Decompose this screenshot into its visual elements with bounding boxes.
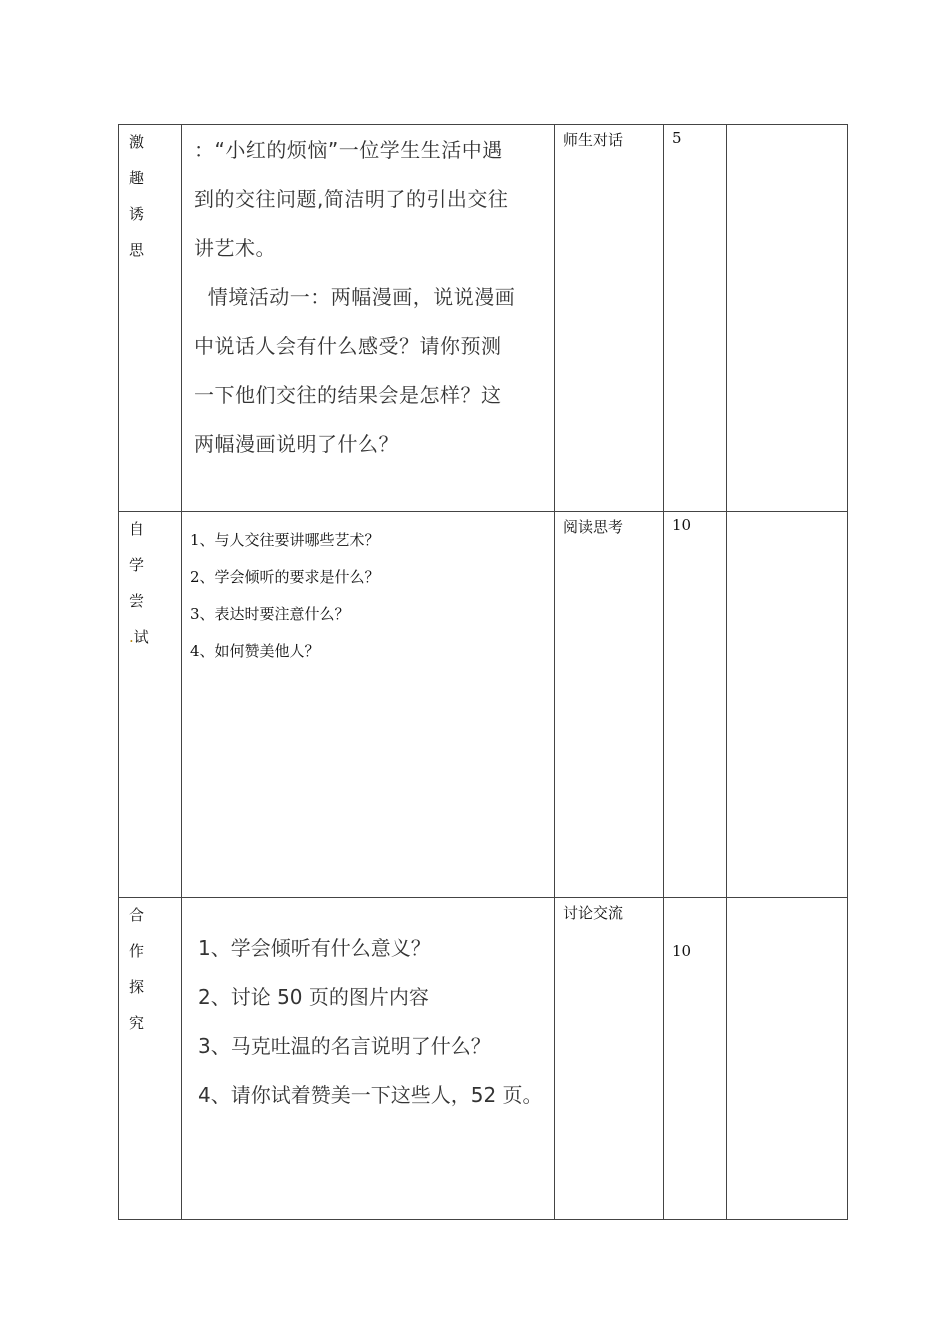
time-cell: [664, 125, 727, 512]
content-line: 一下他们交往的结果会是怎样？这: [194, 383, 502, 407]
stage-cell: [119, 125, 182, 512]
lesson-plan-table: [118, 124, 848, 1220]
self-study-questions: [182, 512, 554, 676]
table-row: [119, 512, 848, 898]
list-item: 4、请你试着赞美一下这些人，52 页。: [198, 1083, 543, 1107]
list-item: 1、学会倾听有什么意义？: [198, 936, 431, 960]
notes-cell: [727, 125, 848, 512]
notes-cell: [727, 512, 848, 898]
method-label: 阅读思考: [563, 518, 624, 536]
stage-label: 自 学 尝 .试: [129, 520, 149, 646]
list-item: 3、表达时要注意什么？: [190, 605, 350, 623]
method-cell: [555, 125, 664, 512]
method-label: 师生对话: [563, 131, 624, 149]
content-cell: [182, 512, 555, 898]
content-line: 到的交往问题,简洁明了的引出交往: [194, 187, 509, 211]
content-line: 中说话人会有什么感受？请你预测: [194, 334, 502, 358]
stage-label: 激 趣 诱 思: [129, 133, 145, 259]
method-cell: [555, 512, 664, 898]
time-value: 10: [672, 942, 692, 960]
method-cell: [555, 898, 664, 1220]
content-cell: [182, 125, 555, 512]
content-line: 情境活动一：两幅漫画，说说漫画: [194, 285, 516, 309]
list-item: 2、学会倾听的要求是什么？: [190, 568, 380, 586]
list-item: 2、讨论 50 页的图片内容: [198, 985, 429, 1009]
time-cell: [664, 898, 727, 1220]
content-line: 两幅漫画说明了什么？: [194, 432, 399, 456]
list-item: 1、与人交往要讲哪些艺术？: [190, 531, 380, 549]
method-label: 讨论交流: [563, 904, 624, 922]
stage-dot: .: [129, 628, 134, 646]
stage-label: 合 作 探 究: [129, 906, 145, 1032]
time-value: 5: [672, 129, 682, 147]
list-item: 3、马克吐温的名言说明了什么？: [198, 1034, 491, 1058]
stage-cell: [119, 512, 182, 898]
table-row: [119, 898, 848, 1220]
table-row: [119, 125, 848, 512]
list-item: 4、如何赞美他人？: [190, 642, 320, 660]
content-cell: [182, 898, 555, 1220]
intro-content: [182, 125, 554, 469]
content-line: ：“小红的烦恼”一位学生生活中遇: [194, 138, 503, 162]
stage-cell: [119, 898, 182, 1220]
content-line: 讲艺术。: [194, 236, 276, 260]
time-cell: [664, 512, 727, 898]
exploration-questions: [182, 898, 554, 1128]
time-value: 10: [672, 516, 692, 534]
notes-cell: [727, 898, 848, 1220]
